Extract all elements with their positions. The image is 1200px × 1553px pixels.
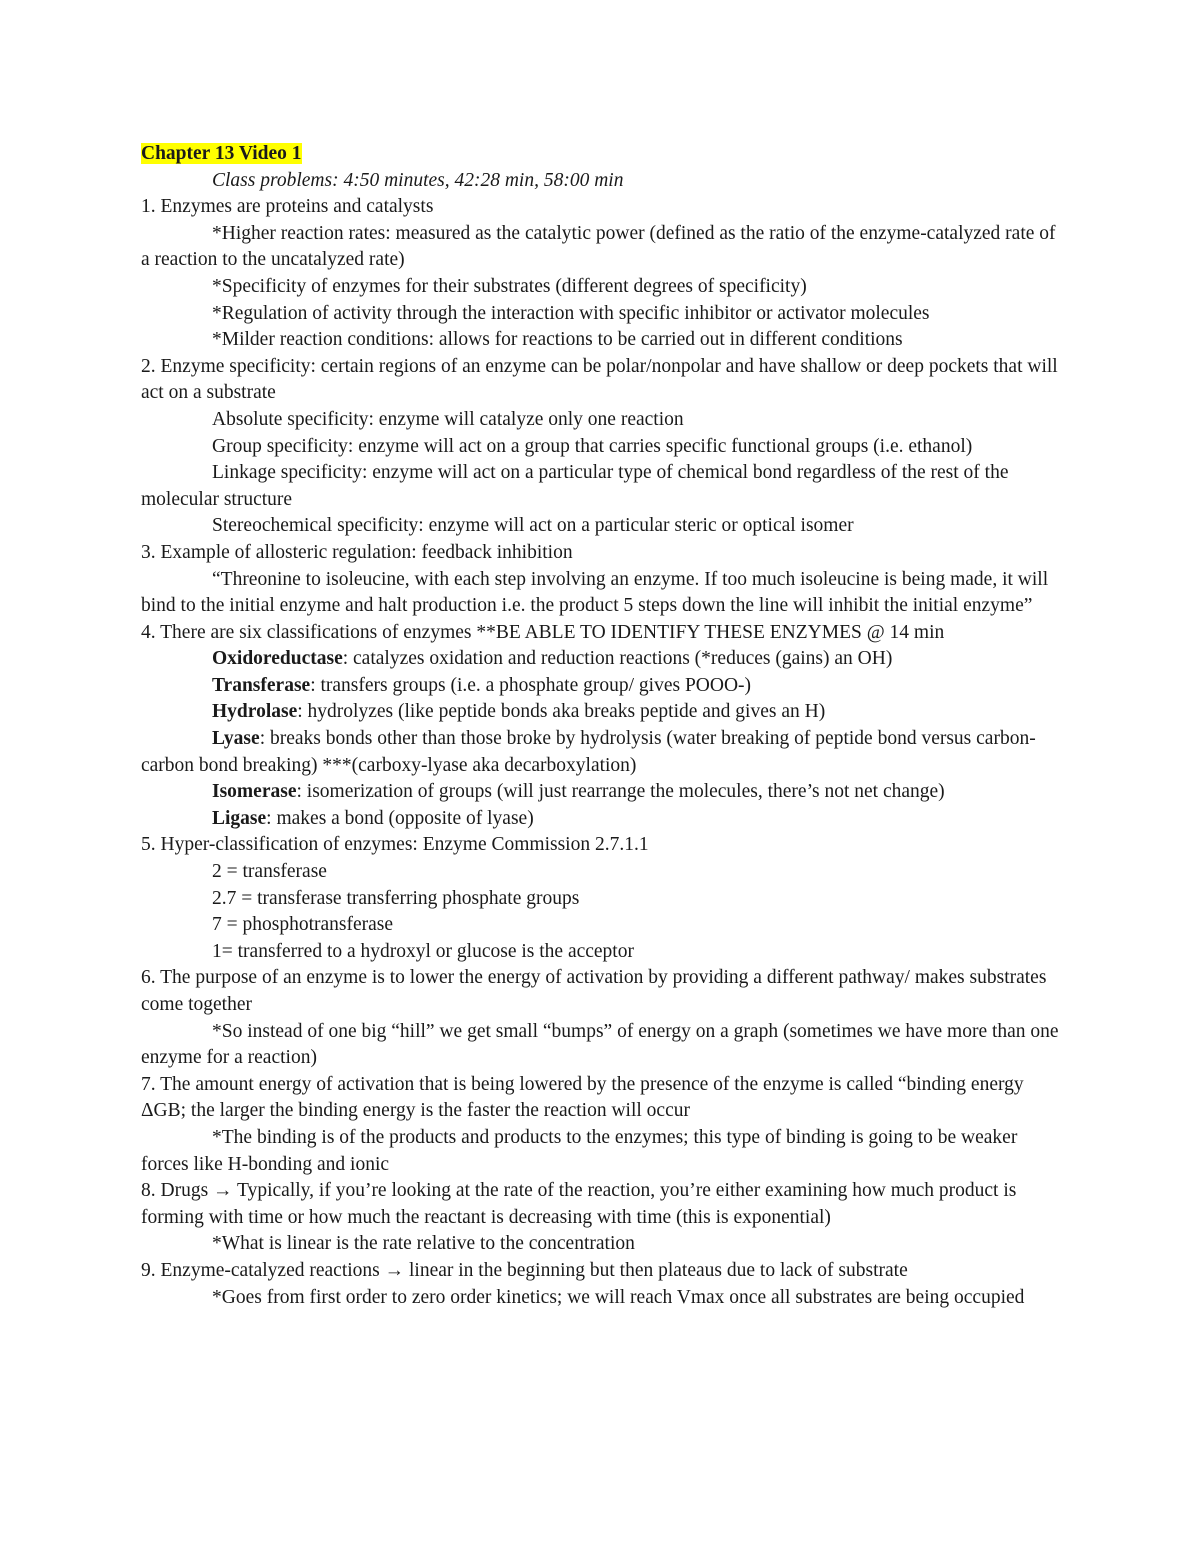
section-4-heading: 4. There are six classifications of enzymes **BE ABLE TO IDENTIFY THESE ENZYMES @ 14 min [141,621,945,643]
section-1-bullet-1: *Higher reaction rates: measured as the catalytic power (defined as the ratio of the enzyme-catalyzed rate of a reaction to the uncatalyzed rate) [141,222,1056,271]
enzyme-class-term: Ligase [212,807,267,829]
enzyme-class-desc: : catalyzes oxidation and reduction reactions (*reduces (gains) an OH) [342,648,893,670]
enzyme-class-transferase [141,673,1061,700]
section-9-bullet-1: *Goes from first order to zero order kinetics; we will reach Vmax once all substrates are being occupied [212,1286,1025,1308]
enzyme-class-term: Hydrolase [212,701,298,723]
section-6-bullet-1: *So instead of one big “hill” we get small “bumps” of energy on a graph (sometimes we have more than one enzyme for a reaction) [141,1020,1059,1069]
section-5-heading: 5. Hyper-classification of enzymes: Enzyme Commission 2.7.1.1 [141,834,649,856]
section-2-bullet-1: Absolute specificity: enzyme will catalyze only one reaction [212,408,684,430]
section-3-quote: “Threonine to isoleucine, with each step involving an enzyme. If too much isoleucine is being made, it will bind to the initial enzyme and halt production i.e. the product 5 steps down the line will inhibit the initial enzyme” [141,568,1049,617]
enzyme-class-desc: : transfers groups (i.e. a phosphate group/ gives POOO-) [310,674,752,696]
section-1-bullet-3: *Regulation of activity through the interaction with specific inhibitor or activator molecules [212,302,930,324]
section-1-bullet-2: *Specificity of enzymes for their substrates (different degrees of specificity) [212,275,807,297]
section-7-heading: 7. The amount energy of activation that is being lowered by the presence of the enzyme is called “binding energy ΔGB; the larger the binding energy is the faster the reaction will occur [141,1073,1024,1122]
enzyme-class-ligase [141,806,1061,833]
enzyme-class-term: Oxidoreductase [212,648,343,670]
section-2-heading: 2. Enzyme specificity: certain regions of an enzyme can be polar/nonpolar and have shallow or deep pockets that will act on a substrate [141,355,1058,404]
document-title: Chapter 13 Video 1 [141,143,302,164]
section-5-bullet-4: 1= transferred to a hydroxyl or glucose is the acceptor [212,940,634,962]
section-3-heading: 3. Example of allosteric regulation: feedback inhibition [141,541,573,563]
section-2-bullet-3: Linkage specificity: enzyme will act on a particular type of chemical bond regardless of the rest of the molecular structure [141,462,1009,510]
enzyme-class-term: Lyase [212,728,260,750]
section-9-heading: 9. Enzyme-catalyzed reactions → linear in the beginning but then plateaus due to lack of substrate [141,1259,908,1281]
enzyme-class-lyase [141,726,1061,779]
enzyme-class-term: Transferase [212,674,311,696]
section-5-bullet-2: 2.7 = transferase transferring phosphate groups [212,887,580,909]
section-5-bullet-3: 7 = phosphotransferase [212,914,394,936]
section-8-heading: 8. Drugs → Typically, if you’re looking at the rate of the reaction, you’re either examining how much product is forming with time or how much the reactant is decreasing with time (this is exponential) [141,1180,1017,1228]
section-7-bullet-1: *The binding is of the products and products to the enzymes; this type of binding is going to be weaker forces like H-bonding and ionic [141,1126,1018,1175]
section-2-bullet-4: Stereochemical specificity: enzyme will act on a particular steric or optical isomer [212,515,854,537]
section-1-bullet-4: *Milder reaction conditions: allows for reactions to be carried out in different conditions [212,329,903,351]
enzyme-class-desc: : makes a bond (opposite of lyase) [266,807,534,829]
section-8-bullet-1: *What is linear is the rate relative to the concentration [212,1233,635,1255]
section-5-bullet-1: 2 = transferase [212,861,327,883]
class-problems: Class problems: 4:50 minutes, 42:28 min, 58:00 min [212,169,624,191]
section-2-bullet-2: Group specificity: enzyme will act on a group that carries specific functional groups (i.e. ethanol) [212,435,973,457]
enzyme-class-oxidoreductase [141,646,1061,673]
title-line [141,141,1061,168]
enzyme-class-isomerase [141,779,1061,806]
section-6-heading: 6. The purpose of an enzyme is to lower the energy of activation by providing a different pathway/ makes substrates come together [141,967,1047,1015]
enzyme-class-term: Isomerase [212,781,297,803]
enzyme-class-desc: : isomerization of groups (will just rearrange the molecules, there’s not net change) [296,781,945,803]
enzyme-class-desc: : hydrolyzes (like peptide bonds aka breaks peptide and gives an H) [297,701,826,723]
section-1-heading: 1. Enzymes are proteins and catalysts [141,196,434,218]
enzyme-class-hydrolase [141,699,1061,726]
document-body [141,141,1061,1311]
enzyme-class-desc: : breaks bonds other than those broke by hydrolysis (water breaking of peptide bond versus carbon-carbon bond breaking) ***(carboxy-lyase aka decarboxylation) [141,728,1036,776]
